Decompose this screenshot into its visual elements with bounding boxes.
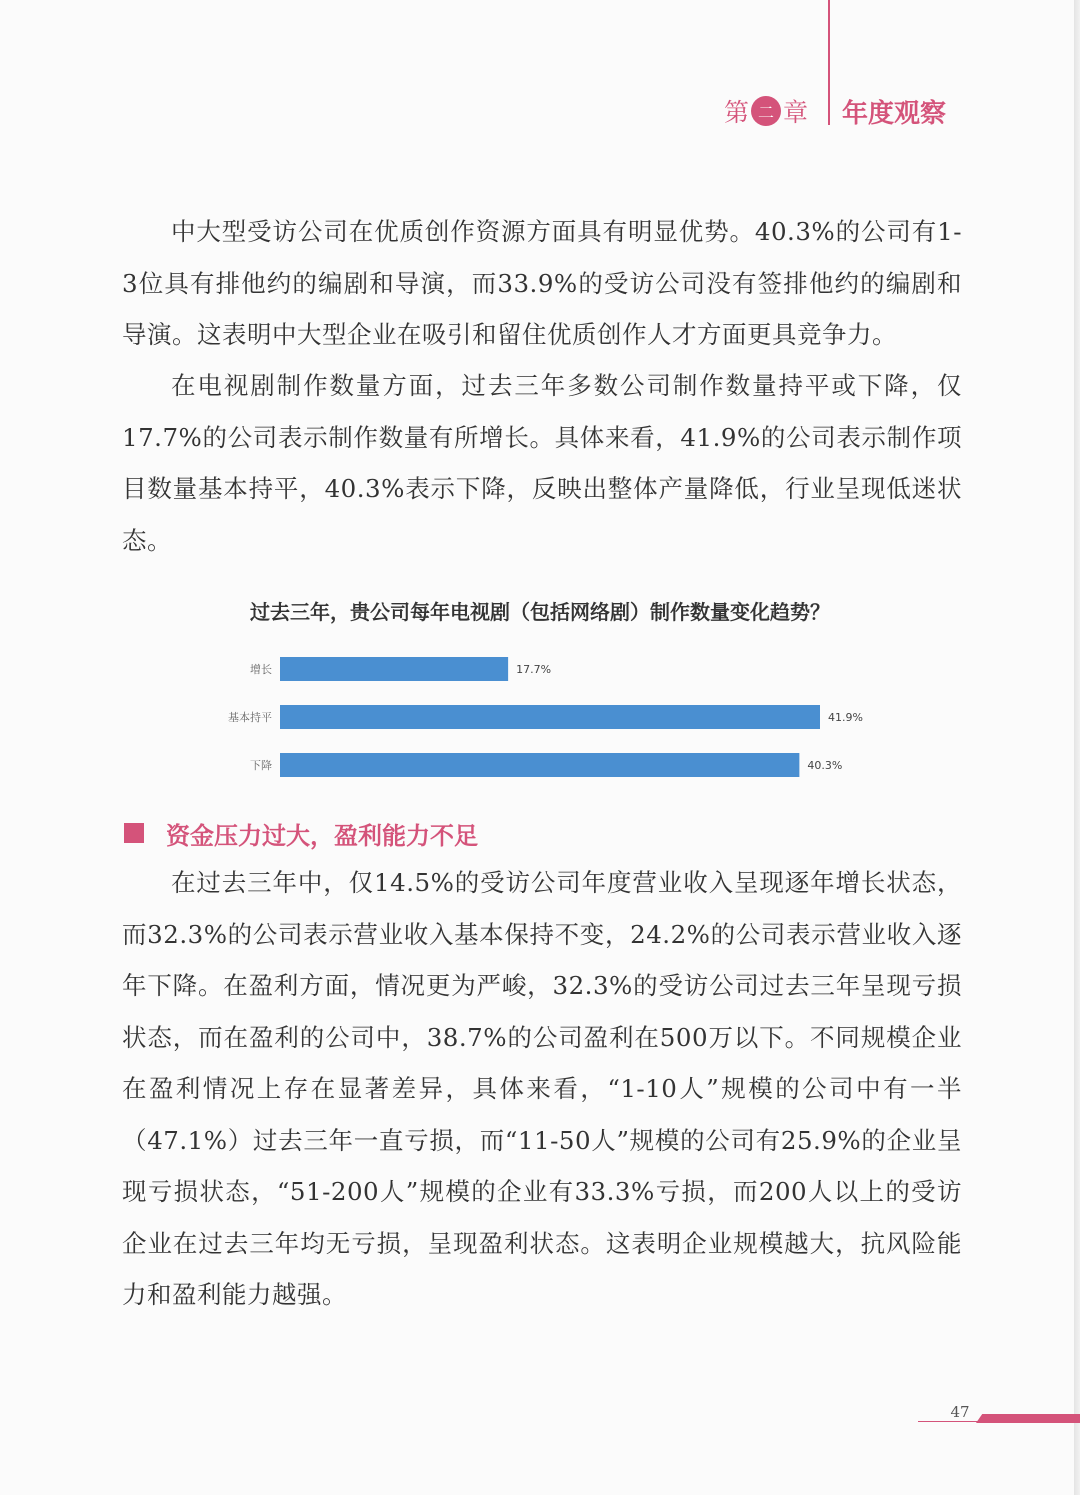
chapter-number-badge: 二 bbox=[751, 96, 781, 126]
header-divider bbox=[828, 0, 830, 125]
page-number: 47 bbox=[950, 1403, 970, 1421]
chapter-suffix: 章 bbox=[783, 98, 809, 127]
footer-accent-bar bbox=[976, 1414, 1080, 1423]
page-edge-shadow bbox=[1074, 0, 1080, 1495]
category-label: 基本持平 bbox=[228, 711, 272, 724]
category-label: 下降 bbox=[250, 759, 272, 772]
bar-chart bbox=[210, 640, 870, 795]
paragraph-3: 在过去三年中，仅14.5%的受访公司年度营业收入呈现逐年增长状态，而32.3%的公司表示营业收入基本保持不变，24.2%的公司表示营业收入逐年下降。在盈利方面，情况更为严峻，32.3%的受访公司过去三年呈现亏损状态，而在盈利的公司中，38.7%的公司盈利在500万以下。不同规模企业在盈利情况上存在显著差异，具体来看，“1-10人”规模的公司中有一半（47.1%）过去三年一直亏损，而“11-50人”规模的公司有25.9%的企业呈现亏损状态，“51-200人”规模的企业有33.3%亏损，而200人以上的受访企业在过去三年均无亏损，呈现盈利状态。这表明企业规模越大，抗风险能力和盈利能力越强。 bbox=[122, 868, 962, 1309]
section-heading-text: 资金压力过大，盈利能力不足 bbox=[166, 821, 478, 850]
chapter-label bbox=[724, 93, 808, 129]
paragraph-1: 中大型受访公司在优质创作资源方面具有明显优势。40.3%的公司有1-3位具有排他约的编剧和导演，而33.9%的受访公司没有签排他约的编剧和导演。这表明中大型企业在吸引和留住优质创作人才方面更具竞争力。 bbox=[122, 217, 962, 349]
section-name: 年度观察 bbox=[842, 98, 947, 129]
category-label: 增长 bbox=[250, 663, 272, 676]
value-label: 17.7% bbox=[516, 663, 552, 676]
chart-title: 过去三年，贵公司每年电视剧（包括网络剧）制作数量变化趋势？ bbox=[250, 600, 830, 624]
section-heading bbox=[124, 815, 478, 851]
value-label: 41.9% bbox=[828, 711, 863, 724]
bar bbox=[280, 657, 508, 681]
heading-square-icon bbox=[124, 823, 144, 843]
value-label: 40.3% bbox=[807, 759, 843, 772]
bar bbox=[280, 753, 799, 777]
chapter-prefix: 第 bbox=[724, 98, 750, 127]
bar bbox=[280, 705, 820, 729]
paragraph-2: 在电视剧制作数量方面，过去三年多数公司制作数量持平或下降，仅17.7%的公司表示制作数量有所增长。具体来看，41.9%的公司表示制作项目数量基本持平，40.3%表示下降，反映出整体产量降低，行业呈现低迷状态。 bbox=[122, 371, 962, 555]
